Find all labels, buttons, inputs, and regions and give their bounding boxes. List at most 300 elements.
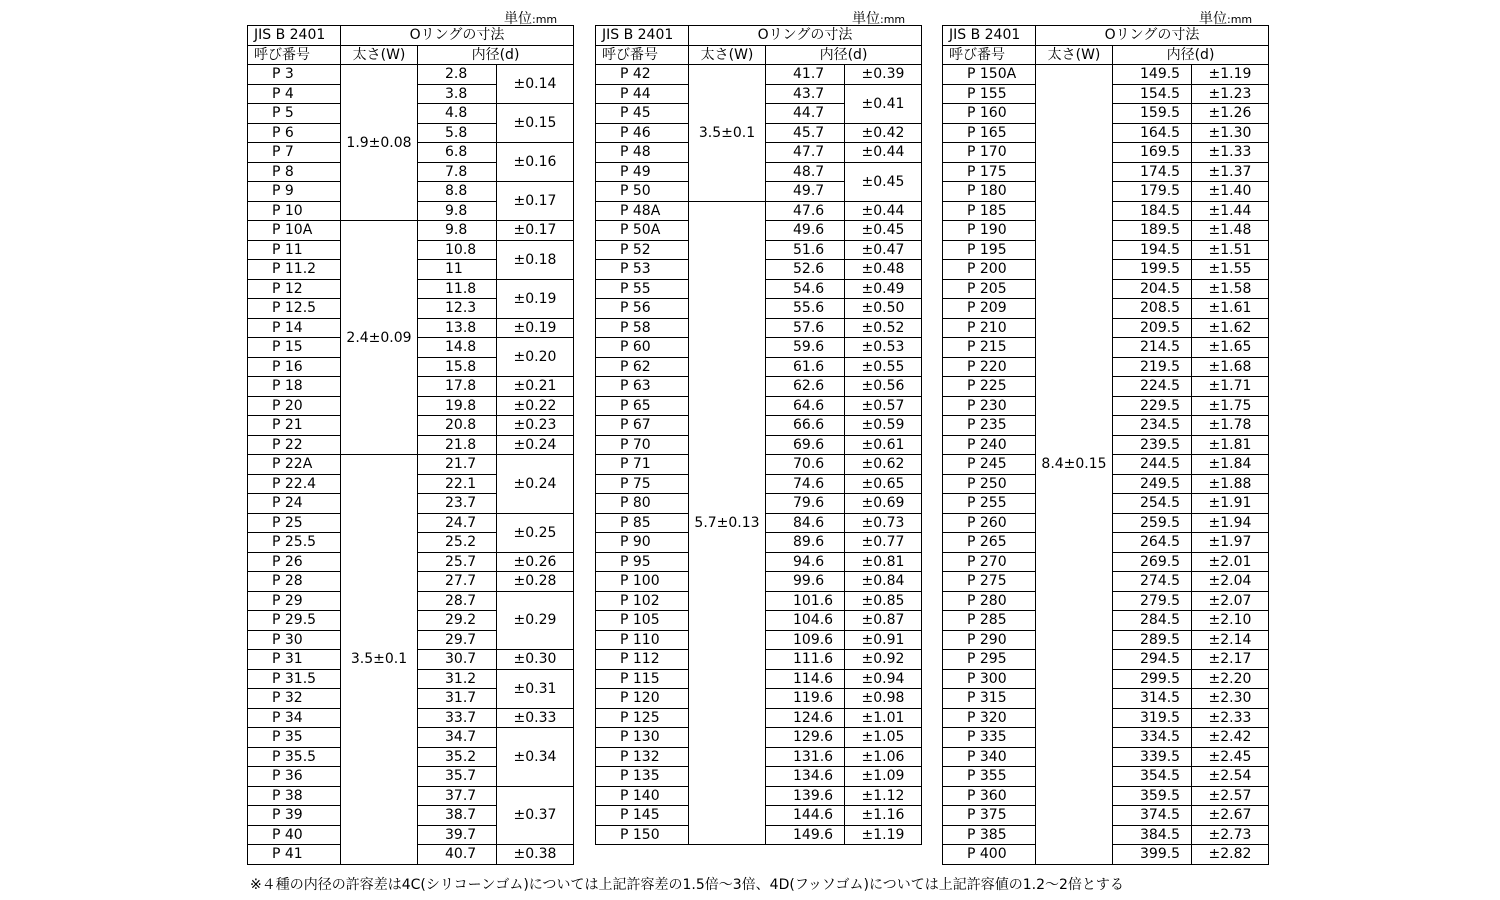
tolerance-value: ±0.61 bbox=[845, 435, 922, 455]
nominal-number: P 320 bbox=[943, 708, 1036, 728]
inner-diameter-value: 39.7 bbox=[418, 825, 497, 845]
tolerance-value: ±0.20 bbox=[497, 338, 574, 377]
header-row-sub bbox=[248, 45, 574, 65]
tolerance-value: ±0.69 bbox=[845, 494, 922, 514]
tolerance-value: ±1.05 bbox=[845, 728, 922, 748]
tolerance-value: ±1.37 bbox=[1192, 162, 1269, 182]
inner-diameter-value: 10.8 bbox=[418, 240, 497, 260]
header-row-top bbox=[596, 26, 922, 46]
oring-dimensions-header: Oリングの寸法 bbox=[689, 26, 922, 46]
nominal-number: P 335 bbox=[943, 728, 1036, 748]
tolerance-value: ±2.10 bbox=[1192, 611, 1269, 631]
nominal-number: P 155 bbox=[943, 84, 1036, 104]
tolerance-value: ±0.62 bbox=[845, 455, 922, 475]
thickness-value: 3.5±0.1 bbox=[689, 65, 766, 202]
nominal-number: P 230 bbox=[943, 396, 1036, 416]
nominal-number: P 355 bbox=[943, 767, 1036, 787]
inner-diameter-value: 209.5 bbox=[1113, 318, 1192, 338]
nominal-number: P 300 bbox=[943, 669, 1036, 689]
nominal-number: P 115 bbox=[596, 669, 689, 689]
nominal-number: P 70 bbox=[596, 435, 689, 455]
inner-diameter-value: 224.5 bbox=[1113, 377, 1192, 397]
inner-diameter-value: 354.5 bbox=[1113, 767, 1192, 787]
inner-diameter-value: 62.6 bbox=[766, 377, 845, 397]
inner-diameter-value: 4.8 bbox=[418, 104, 497, 124]
tolerance-value: ±0.59 bbox=[845, 416, 922, 436]
tolerance-value: ±0.85 bbox=[845, 591, 922, 611]
inner-diameter-value: 15.8 bbox=[418, 357, 497, 377]
nominal-number: P 22.4 bbox=[248, 474, 341, 494]
tolerance-value: ±1.62 bbox=[1192, 318, 1269, 338]
inner-diameter-value: 208.5 bbox=[1113, 299, 1192, 319]
inner-diameter-value: 154.5 bbox=[1113, 84, 1192, 104]
nominal-number: P 28 bbox=[248, 572, 341, 592]
tolerance-value: ±0.18 bbox=[497, 240, 574, 279]
inner-diameter-value: 234.5 bbox=[1113, 416, 1192, 436]
inner-diameter-value: 101.6 bbox=[766, 591, 845, 611]
inner-diameter-value: 9.8 bbox=[418, 201, 497, 221]
inner-diameter-value: 44.7 bbox=[766, 104, 845, 124]
tolerance-value: ±0.47 bbox=[845, 240, 922, 260]
nominal-number: P 21 bbox=[248, 416, 341, 436]
inner-diameter-value: 5.8 bbox=[418, 123, 497, 143]
tolerance-value: ±1.94 bbox=[1192, 513, 1269, 533]
nominal-header: 呼び番号 bbox=[943, 45, 1036, 65]
tolerance-value: ±0.45 bbox=[845, 221, 922, 241]
nominal-number: P 30 bbox=[248, 630, 341, 650]
header-row-sub bbox=[943, 45, 1269, 65]
tolerance-value: ±0.29 bbox=[497, 591, 574, 650]
oring-table-2 bbox=[595, 25, 922, 845]
tolerance-value: ±0.19 bbox=[497, 279, 574, 318]
nominal-number: P 112 bbox=[596, 650, 689, 670]
inner-diameter-value: 34.7 bbox=[418, 728, 497, 748]
header-row-top bbox=[248, 26, 574, 46]
inner-diameter-value: 194.5 bbox=[1113, 240, 1192, 260]
nominal-number: P 9 bbox=[248, 182, 341, 202]
thickness-value: 3.5±0.1 bbox=[341, 455, 418, 865]
nominal-number: P 22 bbox=[248, 435, 341, 455]
nominal-number: P 10A bbox=[248, 221, 341, 241]
nominal-number: P 260 bbox=[943, 513, 1036, 533]
inner-diameter-value: 47.6 bbox=[766, 201, 845, 221]
nominal-number: P 56 bbox=[596, 299, 689, 319]
inner-diameter-value: 19.8 bbox=[418, 396, 497, 416]
tolerance-value: ±0.25 bbox=[497, 513, 574, 552]
tolerance-value: ±1.01 bbox=[845, 708, 922, 728]
tolerance-value: ±1.84 bbox=[1192, 455, 1269, 475]
header-row-top bbox=[943, 26, 1269, 46]
inner-diameter-value: 314.5 bbox=[1113, 689, 1192, 709]
inner-diameter-value: 214.5 bbox=[1113, 338, 1192, 358]
nominal-number: P 235 bbox=[943, 416, 1036, 436]
nominal-number: P 160 bbox=[943, 104, 1036, 124]
inner-diameter-value: 8.8 bbox=[418, 182, 497, 202]
nominal-number: P 125 bbox=[596, 708, 689, 728]
inner-diameter-value: 49.6 bbox=[766, 221, 845, 241]
inner-diameter-value: 134.6 bbox=[766, 767, 845, 787]
nominal-number: P 40 bbox=[248, 825, 341, 845]
nominal-number: P 6 bbox=[248, 123, 341, 143]
nominal-number: P 31.5 bbox=[248, 669, 341, 689]
oring-dimensions-header: Oリングの寸法 bbox=[341, 26, 574, 46]
nominal-number: P 190 bbox=[943, 221, 1036, 241]
nominal-number: P 35.5 bbox=[248, 747, 341, 767]
inner-diameter-value: 131.6 bbox=[766, 747, 845, 767]
nominal-number: P 60 bbox=[596, 338, 689, 358]
nominal-number: P 55 bbox=[596, 279, 689, 299]
tolerance-value: ±0.39 bbox=[845, 65, 922, 85]
inner-diameter-value: 3.8 bbox=[418, 84, 497, 104]
nominal-number: P 100 bbox=[596, 572, 689, 592]
nominal-number: P 36 bbox=[248, 767, 341, 787]
nominal-number: P 400 bbox=[943, 845, 1036, 865]
nominal-number: P 135 bbox=[596, 767, 689, 787]
inner-diameter-header: 内径(d) bbox=[418, 45, 574, 65]
table-row bbox=[248, 221, 574, 241]
tolerance-value: ±1.19 bbox=[1192, 65, 1269, 85]
inner-diameter-value: 31.7 bbox=[418, 689, 497, 709]
inner-diameter-value: 334.5 bbox=[1113, 728, 1192, 748]
tolerance-value: ±2.45 bbox=[1192, 747, 1269, 767]
nominal-number: P 31 bbox=[248, 650, 341, 670]
tolerance-value: ±1.91 bbox=[1192, 494, 1269, 514]
inner-diameter-value: 40.7 bbox=[418, 845, 497, 865]
tolerance-value: ±0.53 bbox=[845, 338, 922, 358]
inner-diameter-value: 79.6 bbox=[766, 494, 845, 514]
tolerance-value: ±2.30 bbox=[1192, 689, 1269, 709]
nominal-number: P 11.2 bbox=[248, 260, 341, 280]
tolerance-value: ±1.12 bbox=[845, 786, 922, 806]
nominal-number: P 140 bbox=[596, 786, 689, 806]
tolerance-value: ±0.44 bbox=[845, 201, 922, 221]
nominal-number: P 49 bbox=[596, 162, 689, 182]
table-row bbox=[248, 455, 574, 475]
tolerance-value: ±0.30 bbox=[497, 650, 574, 670]
inner-diameter-value: 294.5 bbox=[1113, 650, 1192, 670]
footnote: ※４種の内径の許容差は4C(シリコーンゴム)については上記許容差の1.5倍～3倍、4D(フッソゴム)については上記許容値の1.2～2倍とする bbox=[250, 877, 1124, 893]
inner-diameter-value: 319.5 bbox=[1113, 708, 1192, 728]
tolerance-value: ±0.84 bbox=[845, 572, 922, 592]
nominal-number: P 225 bbox=[943, 377, 1036, 397]
tolerance-value: ±0.31 bbox=[497, 669, 574, 708]
tolerance-value: ±2.04 bbox=[1192, 572, 1269, 592]
tolerance-value: ±2.42 bbox=[1192, 728, 1269, 748]
nominal-number: P 275 bbox=[943, 572, 1036, 592]
nominal-number: P 50 bbox=[596, 182, 689, 202]
nominal-number: P 105 bbox=[596, 611, 689, 631]
nominal-number: P 215 bbox=[943, 338, 1036, 358]
nominal-number: P 35 bbox=[248, 728, 341, 748]
nominal-number: P 209 bbox=[943, 299, 1036, 319]
tolerance-value: ±0.42 bbox=[845, 123, 922, 143]
nominal-number: P 340 bbox=[943, 747, 1036, 767]
tolerance-value: ±0.33 bbox=[497, 708, 574, 728]
nominal-number: P 10 bbox=[248, 201, 341, 221]
tolerance-value: ±0.49 bbox=[845, 279, 922, 299]
tolerance-value: ±0.91 bbox=[845, 630, 922, 650]
inner-diameter-value: 229.5 bbox=[1113, 396, 1192, 416]
nominal-number: P 90 bbox=[596, 533, 689, 553]
tolerance-value: ±0.57 bbox=[845, 396, 922, 416]
inner-diameter-value: 174.5 bbox=[1113, 162, 1192, 182]
nominal-number: P 65 bbox=[596, 396, 689, 416]
inner-diameter-value: 239.5 bbox=[1113, 435, 1192, 455]
inner-diameter-value: 149.5 bbox=[1113, 65, 1192, 85]
inner-diameter-value: 189.5 bbox=[1113, 221, 1192, 241]
nominal-header: 呼び番号 bbox=[248, 45, 341, 65]
tolerance-value: ±0.65 bbox=[845, 474, 922, 494]
standard-header: JIS B 2401 bbox=[248, 26, 341, 46]
nominal-number: P 170 bbox=[943, 143, 1036, 163]
tolerance-value: ±1.61 bbox=[1192, 299, 1269, 319]
inner-diameter-value: 204.5 bbox=[1113, 279, 1192, 299]
inner-diameter-value: 51.6 bbox=[766, 240, 845, 260]
inner-diameter-value: 29.7 bbox=[418, 630, 497, 650]
nominal-number: P 18 bbox=[248, 377, 341, 397]
nominal-number: P 185 bbox=[943, 201, 1036, 221]
tolerance-value: ±1.81 bbox=[1192, 435, 1269, 455]
nominal-number: P 120 bbox=[596, 689, 689, 709]
tolerance-value: ±1.23 bbox=[1192, 84, 1269, 104]
nominal-number: P 150A bbox=[943, 65, 1036, 85]
tolerance-value: ±1.97 bbox=[1192, 533, 1269, 553]
tolerance-value: ±1.30 bbox=[1192, 123, 1269, 143]
nominal-number: P 200 bbox=[943, 260, 1036, 280]
nominal-number: P 195 bbox=[943, 240, 1036, 260]
inner-diameter-value: 20.8 bbox=[418, 416, 497, 436]
inner-diameter-value: 14.8 bbox=[418, 338, 497, 358]
inner-diameter-value: 9.8 bbox=[418, 221, 497, 241]
thickness-header: 太さ(W) bbox=[1036, 45, 1113, 65]
tolerance-value: ±2.67 bbox=[1192, 806, 1269, 826]
nominal-number: P 220 bbox=[943, 357, 1036, 377]
inner-diameter-value: 54.6 bbox=[766, 279, 845, 299]
nominal-number: P 41 bbox=[248, 845, 341, 865]
inner-diameter-value: 6.8 bbox=[418, 143, 497, 163]
tolerance-value: ±0.87 bbox=[845, 611, 922, 631]
inner-diameter-value: 254.5 bbox=[1113, 494, 1192, 514]
nominal-number: P 280 bbox=[943, 591, 1036, 611]
inner-diameter-value: 384.5 bbox=[1113, 825, 1192, 845]
tolerance-value: ±0.17 bbox=[497, 221, 574, 241]
tolerance-value: ±0.19 bbox=[497, 318, 574, 338]
thickness-value: 8.4±0.15 bbox=[1036, 65, 1113, 865]
tolerance-value: ±1.88 bbox=[1192, 474, 1269, 494]
inner-diameter-value: 179.5 bbox=[1113, 182, 1192, 202]
inner-diameter-value: 41.7 bbox=[766, 65, 845, 85]
inner-diameter-value: 11.8 bbox=[418, 279, 497, 299]
nominal-number: P 75 bbox=[596, 474, 689, 494]
nominal-number: P 50A bbox=[596, 221, 689, 241]
inner-diameter-value: 279.5 bbox=[1113, 591, 1192, 611]
nominal-number: P 62 bbox=[596, 357, 689, 377]
nominal-number: P 110 bbox=[596, 630, 689, 650]
inner-diameter-value: 23.7 bbox=[418, 494, 497, 514]
nominal-number: P 12 bbox=[248, 279, 341, 299]
oring-dimensions-header: Oリングの寸法 bbox=[1036, 26, 1269, 46]
inner-diameter-value: 55.6 bbox=[766, 299, 845, 319]
inner-diameter-value: 33.7 bbox=[418, 708, 497, 728]
inner-diameter-value: 144.6 bbox=[766, 806, 845, 826]
nominal-number: P 32 bbox=[248, 689, 341, 709]
inner-diameter-value: 70.6 bbox=[766, 455, 845, 475]
nominal-header: 呼び番号 bbox=[596, 45, 689, 65]
inner-diameter-value: 30.7 bbox=[418, 650, 497, 670]
tolerance-value: ±1.06 bbox=[845, 747, 922, 767]
tolerance-value: ±0.15 bbox=[497, 104, 574, 143]
oring-table-3 bbox=[942, 25, 1269, 865]
inner-diameter-value: 129.6 bbox=[766, 728, 845, 748]
nominal-number: P 3 bbox=[248, 65, 341, 85]
tolerance-value: ±0.28 bbox=[497, 572, 574, 592]
inner-diameter-value: 57.6 bbox=[766, 318, 845, 338]
inner-diameter-header: 内径(d) bbox=[1113, 45, 1269, 65]
inner-diameter-value: 38.7 bbox=[418, 806, 497, 826]
tolerance-value: ±0.24 bbox=[497, 435, 574, 455]
tolerance-value: ±0.94 bbox=[845, 669, 922, 689]
nominal-number: P 132 bbox=[596, 747, 689, 767]
inner-diameter-value: 29.2 bbox=[418, 611, 497, 631]
nominal-number: P 52 bbox=[596, 240, 689, 260]
thickness-value: 1.9±0.08 bbox=[341, 65, 418, 221]
tolerance-value: ±1.65 bbox=[1192, 338, 1269, 358]
nominal-number: P 67 bbox=[596, 416, 689, 436]
tolerance-value: ±1.58 bbox=[1192, 279, 1269, 299]
nominal-number: P 145 bbox=[596, 806, 689, 826]
table-row bbox=[596, 65, 922, 85]
nominal-number: P 46 bbox=[596, 123, 689, 143]
tolerance-value: ±0.38 bbox=[497, 845, 574, 865]
inner-diameter-value: 274.5 bbox=[1113, 572, 1192, 592]
inner-diameter-value: 48.7 bbox=[766, 162, 845, 182]
tolerance-value: ±1.40 bbox=[1192, 182, 1269, 202]
tolerance-value: ±1.55 bbox=[1192, 260, 1269, 280]
tolerance-value: ±1.09 bbox=[845, 767, 922, 787]
inner-diameter-value: 25.2 bbox=[418, 533, 497, 553]
inner-diameter-value: 219.5 bbox=[1113, 357, 1192, 377]
nominal-number: P 25.5 bbox=[248, 533, 341, 553]
nominal-number: P 175 bbox=[943, 162, 1036, 182]
inner-diameter-value: 94.6 bbox=[766, 552, 845, 572]
inner-diameter-value: 21.7 bbox=[418, 455, 497, 475]
tolerance-value: ±2.17 bbox=[1192, 650, 1269, 670]
inner-diameter-value: 24.7 bbox=[418, 513, 497, 533]
nominal-number: P 270 bbox=[943, 552, 1036, 572]
nominal-number: P 375 bbox=[943, 806, 1036, 826]
tolerance-value: ±0.50 bbox=[845, 299, 922, 319]
tolerance-value: ±0.24 bbox=[497, 455, 574, 514]
nominal-number: P 360 bbox=[943, 786, 1036, 806]
tolerance-value: ±2.82 bbox=[1192, 845, 1269, 865]
inner-diameter-value: 299.5 bbox=[1113, 669, 1192, 689]
nominal-number: P 63 bbox=[596, 377, 689, 397]
nominal-number: P 53 bbox=[596, 260, 689, 280]
nominal-number: P 22A bbox=[248, 455, 341, 475]
nominal-number: P 11 bbox=[248, 240, 341, 260]
nominal-number: P 15 bbox=[248, 338, 341, 358]
nominal-number: P 5 bbox=[248, 104, 341, 124]
nominal-number: P 58 bbox=[596, 318, 689, 338]
tolerance-value: ±0.34 bbox=[497, 728, 574, 787]
inner-diameter-value: 59.6 bbox=[766, 338, 845, 358]
inner-diameter-value: 2.8 bbox=[418, 65, 497, 85]
tolerance-value: ±0.55 bbox=[845, 357, 922, 377]
tolerance-value: ±1.71 bbox=[1192, 377, 1269, 397]
tolerance-value: ±2.01 bbox=[1192, 552, 1269, 572]
inner-diameter-value: 27.7 bbox=[418, 572, 497, 592]
inner-diameter-value: 22.1 bbox=[418, 474, 497, 494]
tolerance-value: ±1.44 bbox=[1192, 201, 1269, 221]
tolerance-value: ±0.41 bbox=[845, 84, 922, 123]
inner-diameter-value: 269.5 bbox=[1113, 552, 1192, 572]
table-row bbox=[943, 65, 1269, 85]
standard-header: JIS B 2401 bbox=[943, 26, 1036, 46]
tolerance-value: ±0.23 bbox=[497, 416, 574, 436]
inner-diameter-value: 37.7 bbox=[418, 786, 497, 806]
tolerance-value: ±0.22 bbox=[497, 396, 574, 416]
inner-diameter-value: 164.5 bbox=[1113, 123, 1192, 143]
inner-diameter-value: 139.6 bbox=[766, 786, 845, 806]
nominal-number: P 29 bbox=[248, 591, 341, 611]
inner-diameter-value: 264.5 bbox=[1113, 533, 1192, 553]
inner-diameter-value: 64.6 bbox=[766, 396, 845, 416]
tolerance-value: ±0.37 bbox=[497, 786, 574, 845]
inner-diameter-value: 169.5 bbox=[1113, 143, 1192, 163]
nominal-number: P 45 bbox=[596, 104, 689, 124]
thickness-header: 太さ(W) bbox=[341, 45, 418, 65]
tolerance-value: ±1.75 bbox=[1192, 396, 1269, 416]
nominal-number: P 8 bbox=[248, 162, 341, 182]
tolerance-value: ±1.16 bbox=[845, 806, 922, 826]
tolerance-value: ±2.14 bbox=[1192, 630, 1269, 650]
nominal-number: P 385 bbox=[943, 825, 1036, 845]
inner-diameter-value: 17.8 bbox=[418, 377, 497, 397]
nominal-number: P 250 bbox=[943, 474, 1036, 494]
tolerance-value: ±0.21 bbox=[497, 377, 574, 397]
thickness-header: 太さ(W) bbox=[689, 45, 766, 65]
inner-diameter-value: 124.6 bbox=[766, 708, 845, 728]
nominal-number: P 12.5 bbox=[248, 299, 341, 319]
inner-diameter-value: 49.7 bbox=[766, 182, 845, 202]
inner-diameter-value: 99.6 bbox=[766, 572, 845, 592]
nominal-number: P 29.5 bbox=[248, 611, 341, 631]
nominal-number: P 265 bbox=[943, 533, 1036, 553]
unit-label-2: 単位:mm bbox=[852, 11, 906, 27]
inner-diameter-value: 11 bbox=[418, 260, 497, 280]
inner-diameter-value: 114.6 bbox=[766, 669, 845, 689]
tolerance-value: ±1.51 bbox=[1192, 240, 1269, 260]
nominal-number: P 39 bbox=[248, 806, 341, 826]
nominal-number: P 290 bbox=[943, 630, 1036, 650]
nominal-number: P 25 bbox=[248, 513, 341, 533]
tolerance-value: ±1.26 bbox=[1192, 104, 1269, 124]
nominal-number: P 85 bbox=[596, 513, 689, 533]
inner-diameter-value: 84.6 bbox=[766, 513, 845, 533]
inner-diameter-value: 69.6 bbox=[766, 435, 845, 455]
nominal-number: P 95 bbox=[596, 552, 689, 572]
unit-label-1: 単位:mm bbox=[504, 11, 558, 27]
nominal-number: P 48 bbox=[596, 143, 689, 163]
inner-diameter-value: 43.7 bbox=[766, 84, 845, 104]
thickness-value: 2.4±0.09 bbox=[341, 221, 418, 455]
inner-diameter-value: 61.6 bbox=[766, 357, 845, 377]
inner-diameter-value: 339.5 bbox=[1113, 747, 1192, 767]
nominal-number: P 205 bbox=[943, 279, 1036, 299]
nominal-number: P 210 bbox=[943, 318, 1036, 338]
tolerance-value: ±2.57 bbox=[1192, 786, 1269, 806]
unit-label-3: 単位:mm bbox=[1199, 11, 1253, 27]
